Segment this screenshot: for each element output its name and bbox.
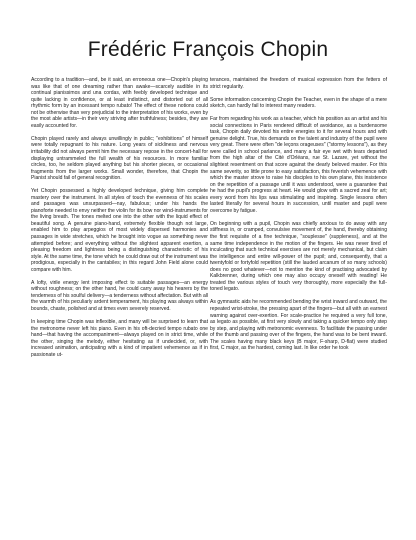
paragraph: terances, maintained the freedom of musical expression from the fetters of strict regularity.: [210, 77, 387, 90]
paragraph: A lofty, virile energy lent imposing effect to suitable passages—an energy without roughness; on the other hand, he could carry away his hearers by the tenderness of his soulful delivery—a tenderness without affectation. But with all the warmth of his peculiarly ardent temperament, his playing was always within bounds, chaste, polished and at times even severely reserved.: [31, 279, 208, 312]
right-column: [210, 77, 387, 358]
paragraph: Far from regarding his work as a teacher, which his position as an artist and his social connections in Paris rendered difficult of avoidance, as a burdensome task, Chopin daily devoted his entire energies to it for several hours and with genuine delight. True, his demands on the talent and industry of the pupil were very great. There were often "de leçons orageuses" ("stormy lessons"), as they were called in school parlance, and many a fair eye wet with tears departed from the high altar of the Cité d'Orléans, rue St. Lazare, yet without the slightest resentment on that score against the dearly beloved master. For this same severity, so little prone to easy satisfaction, this feverish vehemence with which the master strove to raise his disciples to his own plane, this insistence on the repetition of a passage until it was understood, were a guarantee that he had the pupil's progress at heart. He would glow with a sacred zeal for art; every word from his lips was stimulating and inspiring. Single lessons often lasted literally for several hours in succession, until master and pupil were overcome by fatigue.: [210, 116, 387, 214]
paragraph: On beginning with a pupil, Chopin was chiefly anxious to do away with any stiffness in, or cramped, convulsive movement of, the hand, thereby obtaining the first requisite of a fine technique, "souplesse" (suppleness), and at the same time independence in the motion of the fingers. He was never tired of inculcating that such technical exercises are not merely mechanical, but claim the intelligence and entire will-power of the pupil; and, consequently, that a twentyfold or fortyfold repetition (still the lauded arcanum of so many schools) does no good whatever—not to mention the kind of practising advocated by Kalkbrenner, during which one may also occupy oneself with reading! He treated the various styles of touch very thoroughly, more especially the full-toned legato.: [210, 220, 387, 293]
page-title: Frédéric François Chopin: [87, 38, 329, 61]
paragraph: Yet Chopin possessed a highly developed technique, giving him complete mastery over the instrument. In all styles of touch the evenness of his scales and passages was unsurpassed—nay, fabulous; under his hands the pianoforte needed to envy neither the violin for its bow nor wind-instruments for the living breath. The tones melted one into the other with the liquid effect of beautiful song. A genuine piano-hand, extremely flexible though not large, enabled him to play arpeggios of most widely dispersed harmonies and passages in wide stretches, which he brought into vogue as something never attempted before; and everything without the slightest apparent exertion, a pleasing freedom and lightness being a distinguishing characteristic of his style. At the same time, the tone which he could draw out of the instrument was prodigious, especially in the cantabiles; in this regard John Field alone could compare with him.: [31, 188, 208, 273]
paragraph: Chopin played rarely and always unwillingly in public; "exhibitions" of himself were totally repugnant to his nature. Long years of sickliness and nervous irritability did not always permit him the necessary repose in the concert-hall for displaying untrammeled the full wealth of his resources. In more familiar circles, too, he seldom played anything but his shorter pieces, or occasional fragments from the larger works. Small wonder, therefore, that Chopin the Pianist should fail of general recognition.: [31, 135, 208, 182]
paragraph: In keeping time Chopin was inflexible, and many will be surprised to learn that the metronome never left his piano. Even in his oft-decried tempo rubato one hand—that having the accompaniment—always played on in strict time, while the other, singing the melody, either hesitating as if undecided, or, with increased animation, anticipating with a kind of impatient vehemence as if in passionate ut-: [31, 319, 208, 358]
paragraph: Some information concerning Chopin the Teacher, even in the shape of a mere sketch, can hardly fail to interest many readers.: [210, 96, 387, 110]
left-column: [31, 77, 208, 365]
paragraph: According to a tradition—and, be it said, an erroneous one—Chopin's playing was like that of one dreaming rather than awake—scarcely audible in its continual pianissimos and una cordas, with feebly developed technique and quite lacking in confidence, or at least indistinct, and distorted out of all rhythmic form by an incessant tempo rubato! The effect of these notions could not be otherwise than very prejudicial to the interpretation of his works, even by the most able artists—in their very striving after truthfulness; besides, they are easily accounted for.: [31, 77, 208, 129]
paragraph: As gymnastic aids he recommended bending the wrist inward and outward, the repeated wrist-stroke, the pressing apart of the fingers—but all with an earnest warning against over-exertion. For scale-practice he required a very full tone, as legato as possible, at first very slowly and taking a quicker tempo only step by step, and playing with metronomic evenness. To facilitate the passing under of the thumb and passing over of the fingers, the hand was to be bent inward. The scales having many black keys (B major, F-sharp, D-flat) were studied first, C major, as the hardest, coming last. In like order he took: [210, 299, 387, 352]
